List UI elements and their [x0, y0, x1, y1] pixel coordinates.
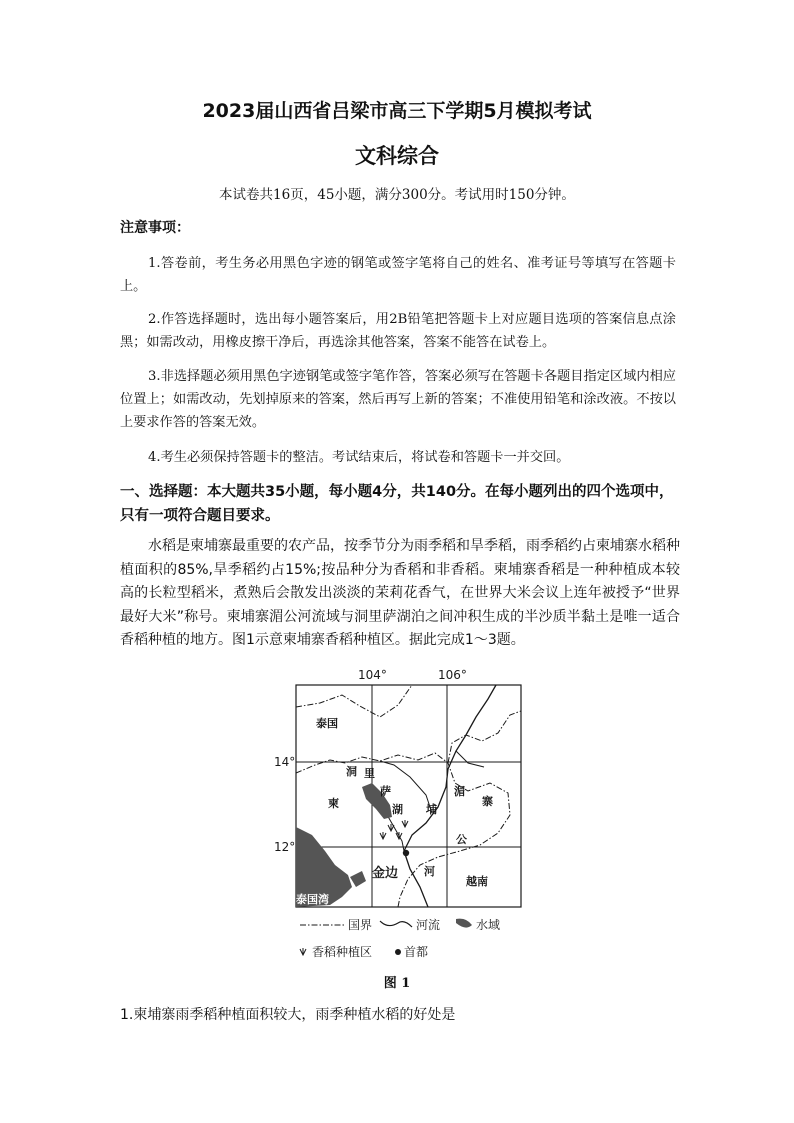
capital-marker	[403, 850, 409, 856]
subject-title: 文科综合	[355, 144, 439, 168]
section-heading: 一、选择题：本大题共35小题，每小题4分，共140分。在每小题列出的四个选项中，只有一项符合题目要求。	[120, 484, 674, 524]
label-gulf: 泰国湾	[296, 893, 329, 906]
gulf-island-shape	[350, 871, 366, 887]
label-thailand: 泰国	[316, 717, 338, 730]
legend-border: 国界	[348, 918, 373, 932]
notice-item-3: 3.非选择题必须用黑色字迹钢笔或签字笔作答，答案必须写在答题卡各题目指定区域内相应位置上；如需改动，先划掉原来的答案，然后再写上新的答案；不准使用铅笔和涂改液。不按以上要求作答的答案无效。	[120, 369, 676, 430]
legend-river-line	[380, 921, 412, 927]
notice-item-1: 1.答卷前，考生务必用黑色字迹的钢笔或签字笔将自己的姓名、准考证号等填写在答题卡上。	[120, 256, 676, 294]
question-1: 1.柬埔寨雨季稻种植面积较大，雨季种植水稻的好处是	[120, 1007, 456, 1023]
label-phnom-penh: 金边	[372, 866, 399, 881]
thai-border	[296, 685, 412, 717]
sekong-river	[456, 751, 484, 767]
rice-area-symbols	[380, 820, 408, 839]
reading-passage: 水稻是柬埔寨最重要的农产品，按季节分为雨季稻和旱季稻，雨季稻约占柬埔寨水稻种植面积的85%,旱季稻约占15%;按品种分为香稻和非香稻。柬埔寨香稻是一种种植成本较高的长粒型稻米，煮熟后会散发出淡淡的茉莉花香气，在世界大米会议上连年被授予“世界最好大米”称号。柬埔寨湄公河流域与洞里萨湖泊之间冲积生成的半沙质半黏土是唯一适合香稻种植的地方。图1示意柬埔寨香稻种植区。据此完成1～3题。	[120, 538, 680, 648]
label-cambodia-1: 柬	[328, 797, 339, 810]
label-tonle-1: 洞	[346, 765, 357, 778]
laos-border	[448, 711, 521, 763]
exam-title: 2023届山西省吕梁市高三下学期5月模拟考试	[202, 100, 592, 122]
label-mekong-2: 公	[456, 833, 467, 846]
label-cambodia-2: 埔	[426, 803, 437, 816]
rice-symbol	[380, 832, 386, 839]
notice-item-2: 2.作答选择题时，选出每小题答案后，用2B铅笔把答题卡上对应题目选项的答案信息点涂黑；如需改动，用橡皮擦干净后，再选涂其他答案，答案不能答在试卷上。	[120, 312, 676, 350]
cambodia-rice-map	[270, 665, 530, 965]
notice-item-4: 4.考生必须保持答题卡的整洁。考试结束后，将试卷和答题卡一并交回。	[148, 450, 570, 465]
legend-capital-dot	[395, 949, 401, 955]
legend-water-shape	[456, 919, 472, 928]
legend-river: 河流	[416, 918, 441, 932]
label-mekong-3: 河	[424, 865, 435, 878]
label-vietnam: 越南	[466, 875, 488, 888]
legend-rice: 香稻种植区	[312, 945, 373, 959]
legend-capital: 首都	[404, 945, 429, 959]
lon-label-104: 104°	[358, 668, 387, 682]
tonle-sap-river	[386, 813, 404, 851]
lat-label-14: 14°	[274, 755, 296, 769]
label-tonle-3: 萨	[380, 785, 391, 798]
legend-rice-symbol	[300, 948, 306, 955]
label-tonle-4: 湖	[392, 803, 403, 816]
legend-water: 水域	[476, 918, 501, 932]
exam-info: 本试卷共16页，45小题，满分300分。考试用时150分钟。	[219, 187, 575, 203]
rice-symbol	[402, 820, 408, 827]
label-tonle-2: 里	[364, 767, 375, 780]
lat-label-12: 12°	[274, 840, 296, 854]
label-cambodia-3: 寨	[482, 795, 493, 808]
label-mekong-1: 湄	[454, 785, 465, 798]
figure-caption: 图 1	[383, 976, 411, 991]
map-legend	[300, 917, 500, 959]
lon-label-106: 106°	[438, 668, 467, 682]
notice-heading: 注意事项：	[120, 220, 190, 236]
